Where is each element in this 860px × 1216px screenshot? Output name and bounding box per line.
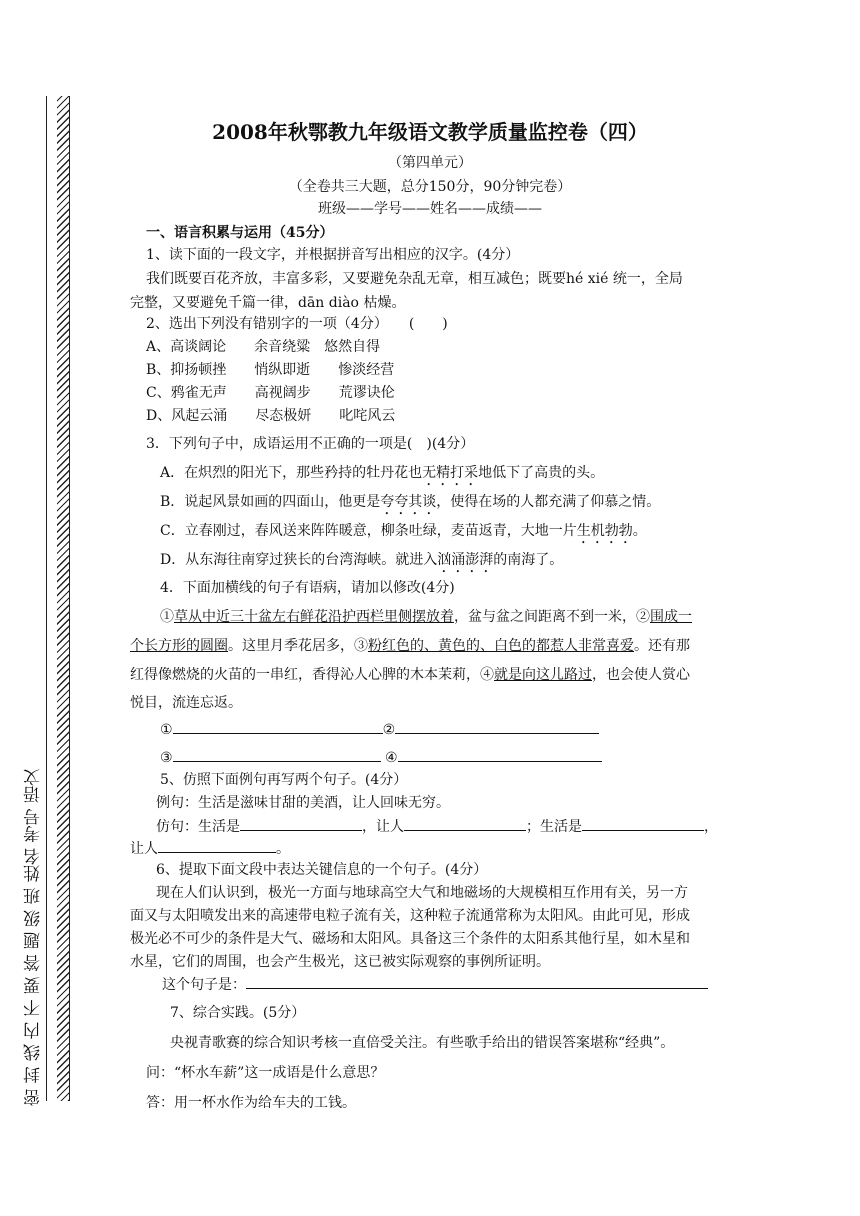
q2-option-b: B、抑扬顿挫 悄纵即逝 惨淡经营 xyxy=(146,362,395,378)
q6-answer-blank[interactable] xyxy=(246,973,708,989)
q5-blank-1[interactable] xyxy=(240,815,362,831)
q4-sentence-2b: 个长方形的圆圈 xyxy=(130,638,228,654)
q6-line3: 极光必不可少的条件是大气、磁场和太阳风。具备这三个条件的太阳系其他行星，如木星和 xyxy=(130,931,690,947)
q4-answer-blank-1[interactable] xyxy=(173,718,383,734)
q5-blank-3[interactable] xyxy=(582,815,704,831)
binding-margin-text xyxy=(14,96,54,1106)
q2-option-c: C、鸦雀无声 高视阔步 荒谬诀伦 xyxy=(146,385,395,401)
binding-hatch xyxy=(57,96,70,1101)
q1-line1: 我们既要百花齐放，丰富多彩，又要避免杂乱无章，相互减色；既要hé xié 统一，全局 xyxy=(146,271,683,287)
q2-stem: 2、选出下列没有错别字的一项（4分） ( ) xyxy=(146,316,448,332)
q4-sentence-2a: 围成一 xyxy=(650,609,692,625)
q3-c-idiom: 生机勃勃 xyxy=(576,523,633,539)
q6-line1: 现在人们认识到，极光一方面与地球高空大气和地磁场的大规模相互作用有关，另一方 xyxy=(156,885,688,901)
q4-answer-blank-3[interactable] xyxy=(173,746,381,762)
label-kaohao: 考号 xyxy=(24,808,44,843)
q3-option-b: B．说起风景如画的四面山，他更是夸夸其谈，使得在场的人都充满了仰慕之情。 xyxy=(160,494,661,510)
q5-stem: 5、仿照下面例句再写两个句子。(4分） xyxy=(160,772,408,788)
q5-blank-2[interactable] xyxy=(404,815,526,831)
label-xingming: 姓名 xyxy=(24,847,44,882)
label-subject: 语文 xyxy=(24,769,44,804)
q6-line4: 水星，它们的周围，也会产生极光，这已被实际观察的事例所证明。 xyxy=(130,954,550,970)
q5-blank-4[interactable] xyxy=(158,837,276,853)
q4-answer-row-2: ③ ④ xyxy=(160,746,602,766)
q3-option-d: D．从东海往南穿过狭长的台湾海峡。就进入汹涌澎湃的南海了。 xyxy=(160,552,564,568)
exam-info: （全卷共三大题，总分150分，90分钟完卷） xyxy=(288,179,572,195)
q1-stem: 1、读下面的一段文字，并根据拼音写出相应的汉字。(4分） xyxy=(146,247,520,263)
q6-answer-row: 这个句子是： xyxy=(162,973,708,994)
q4-line2: 个长方形的圆圈。这里月季花居多，③粉红色的、黄色的、白色的都惹人非常喜爱。还有那 xyxy=(130,638,690,654)
q3-d-idiom: 汹涌澎湃 xyxy=(437,552,494,568)
unit-label: （第四单元） xyxy=(388,155,472,171)
q6-stem: 6、提取下面文段中表达关键信息的一个句子。(4分） xyxy=(156,862,488,878)
q3-stem: 3．下列句子中，成语运用不正确的一项是( )(4分） xyxy=(146,436,475,452)
q3-option-a: A．在炽烈的阳光下，那些矜持的牡丹花也无精打采地低下了高贵的头。 xyxy=(160,465,605,481)
q6-line2: 面又与太阳喷发出来的高速带电粒子流有关，这种粒子流通常称为太阳风。由此可见，形成 xyxy=(130,908,690,924)
q7-answer: 答：用一杯水作为给车夫的工钱。 xyxy=(146,1095,356,1111)
seal-notice: 密 封 线 内 不 要 答 题 xyxy=(24,932,44,1106)
q4-sentence-4: 就是向这儿路过 xyxy=(494,667,592,683)
q1-line2: 完整，又要避免千篇一律，dān diào 枯燥。 xyxy=(130,295,406,311)
q4-line3: 红得像燃烧的火苗的一串红，香得沁人心脾的木本茉莉，④就是向这儿路过，也会使人赏心 xyxy=(130,667,690,683)
section-heading: 一、语言积累与运用（45分） xyxy=(146,225,334,241)
q4-line1: ①草从中近三十盆左右鲜花沿护西栏里侧摆放着，盆与盆之间距离不到一米，②围成一 xyxy=(160,609,692,625)
q4-answer-blank-2[interactable] xyxy=(395,718,599,734)
student-fields: 班级——学号——姓名——成绩—— xyxy=(318,201,542,217)
q2-option-a: A、高谈阔论 余音绕粱 悠然自得 xyxy=(146,339,381,355)
q5-imitate-line1: 仿句：生活是 ，让人 ；生活是 ， xyxy=(156,815,718,836)
q5-imitate-line2: 让人 。 xyxy=(130,837,290,858)
q7-intro: 央视青歌赛的综合知识考核一直倍受关注。有些歌手给出的错误答案堪称“经典”。 xyxy=(170,1035,675,1051)
q3-option-c: C．立春刚过，春风送来阵阵暖意，柳条吐绿，麦苗返青，大地一片生机勃勃。 xyxy=(160,523,647,539)
q4-answer-row-1: ① ② xyxy=(160,718,599,738)
q5-example: 例句：生活是滋味甘甜的美酒，让人回味无穷。 xyxy=(156,795,450,811)
q4-answer-blank-4[interactable] xyxy=(398,746,602,762)
q7-stem: 7、综合实践。(5分） xyxy=(170,1005,306,1021)
q4-line4: 悦目，流连忘返。 xyxy=(130,695,242,711)
q7-question: 问：“杯水车薪”这一成语是什么意思？ xyxy=(146,1065,385,1081)
q2-option-d: D、风起云涌 尽态极妍 叱咤风云 xyxy=(146,408,396,424)
q4-stem: 4．下面加横线的句子有语病，请加以修改(4分) xyxy=(160,580,455,596)
q4-sentence-1: 草从中近三十盆左右鲜花沿护西栏里侧摆放着 xyxy=(174,609,454,625)
label-ji: 级 xyxy=(24,909,44,927)
q3-b-idiom: 夸夸其谈 xyxy=(380,494,437,510)
page-title: 2008年秋鄂教九年级语文教学质量监控卷（四） xyxy=(212,120,648,144)
q3-a-idiom: 无精打采 xyxy=(422,465,479,481)
label-ban: 班 xyxy=(24,887,44,905)
q4-sentence-3: 粉红色的、黄色的、白色的都惹人非常喜爱 xyxy=(368,638,634,654)
